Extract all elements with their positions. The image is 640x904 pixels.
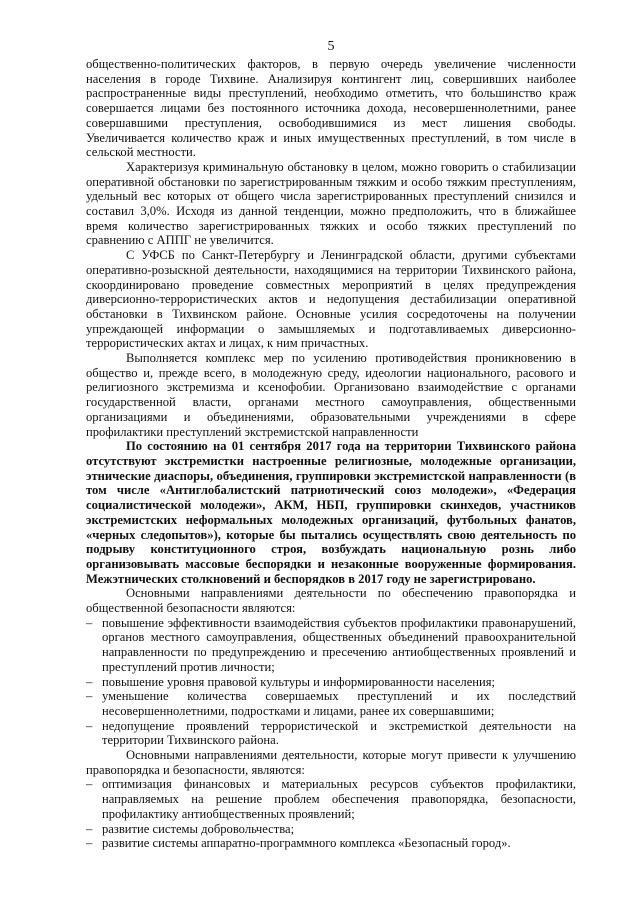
list-item: – развитие системы аппаратно-программного комплекса «Безопасный город». bbox=[86, 836, 511, 851]
list-item: – повышение эффективности взаимодействия субъектов профилактики правонарушений, органов местного самоуправления, общественных объединений правоохранительной направленности по предупреждению и пресечению антиобщественных проявлений и преступлений против личности; bbox=[86, 615, 576, 674]
paragraph-criminal-situation: Характеризуя криминальную обстановку в целом, можно говорить о стабилизации оперативной обстановки по зарегистрированным тяжким и особо тяжким преступлениям, удельный вес которых от общего числа зарегистрированных преступлений снизился и составил 3,0%. Исходя из данной тенденции, можно предположить, что в ближайшее время количество зарегистрированных тяжких и особо тяжких преступлений по сравнению с АППГ не увеличится. bbox=[86, 159, 576, 248]
list-item: – развитие системы добровольчества; bbox=[86, 821, 295, 836]
paragraph-main-directions: Основными направлениями деятельности по обеспечению правопорядка и общественной безопасности являются: bbox=[86, 586, 576, 616]
document-body bbox=[86, 57, 576, 851]
paragraph-extremist-organizations: По состоянию на 01 сентября 2017 года на территории Тихвинского района отсутствуют экстремистки настроенные религиозные, молодежные организации, этнические диаспоры, объединения, группировки экстремистской направленности (в том числе «Антиглобалистский патриотический союз молодежи», «Федерация социалистической молодежи», АКМ, НБП, группировки скинхедов, участников экстремистских неформальных молодежных организаций, футбольных фанатов, «черных следопытов»), которые бы пытались осуществлять свою деятельность по подрыву конституционного строя, возбуждать национальную рознь либо организовывать массовые беспорядки и незаконные вооруженные формирования. Межэтнических столкновений и беспорядков в 2017 году не зарегистрировано. bbox=[86, 439, 576, 586]
page-number: 5 bbox=[327, 39, 335, 54]
list-item: – уменьшение количества совершаемых преступлений и их последствий несовершеннолетними, подростками и лицами, ранее их совершавшими; bbox=[86, 689, 576, 718]
paragraph-fsb-cooperation: С УФСБ по Санкт-Петербургу и Ленинградской области, другими субъектами оперативно-розыскной деятельности, находящимися на территории Тихвинского района, скоординировано проведение совместных мероприятий в целях предупреждения диверсионно-террористических актов и недопущения дестабилизации оперативной обстановки в Тихвинском районе. Основные усилия сосредоточены на получении упреждающей информации о замышляемых и подготавливаемых диверсионно- террористических актах и лицах, к ним причастных. bbox=[86, 248, 576, 351]
paragraph-continuation: общественно-политических факторов, в первую очередь увеличение численности населения в городе Тихвине. Анализируя контингент лиц, совершивших наиболее распространенные виды преступлений, необходимо отметить, что большинство краж совершается лицами без постоянного источника дохода, несовершеннолетними, ранее совершавшими преступления, освободившимися из мест лишения свободы. Увеличивается количество краж и иных имущественных преступлений, в том числе в сельской местности. bbox=[86, 57, 576, 160]
list-item: – оптимизация финансовых и материальных ресурсов субъектов профилактики, направляемых на решение проблем обеспечения правопорядка, безопасности, профилактику антиобщественных проявлений; bbox=[86, 777, 576, 821]
paragraph-improvement-directions: Основными направлениями деятельности, которые могут привести к улучшению правопорядка и безопасности, являются: bbox=[86, 748, 576, 777]
list-item: – повышение уровня правовой культуры и информированности населения; bbox=[86, 674, 496, 689]
list-item: – недопущение проявлений террористической и экстремисткой деятельности на территории Тихвинского района. bbox=[86, 718, 576, 748]
list-improvements bbox=[86, 777, 576, 851]
paragraph-extremism-measures: Выполняется комплекс мер по усилению противодействия проникновению в общество и, прежде всего, в молодежную среду, идеологии национального, расового и религиозного экстремизма и ксенофобии. Организовано взаимодействие с органами государственной власти, органами местного самоуправления, общественными организациями и объединениями, образовательными учреждениями в сфере профилактики преступлений экстремистской направленности bbox=[86, 351, 576, 439]
list-directions bbox=[86, 616, 576, 748]
